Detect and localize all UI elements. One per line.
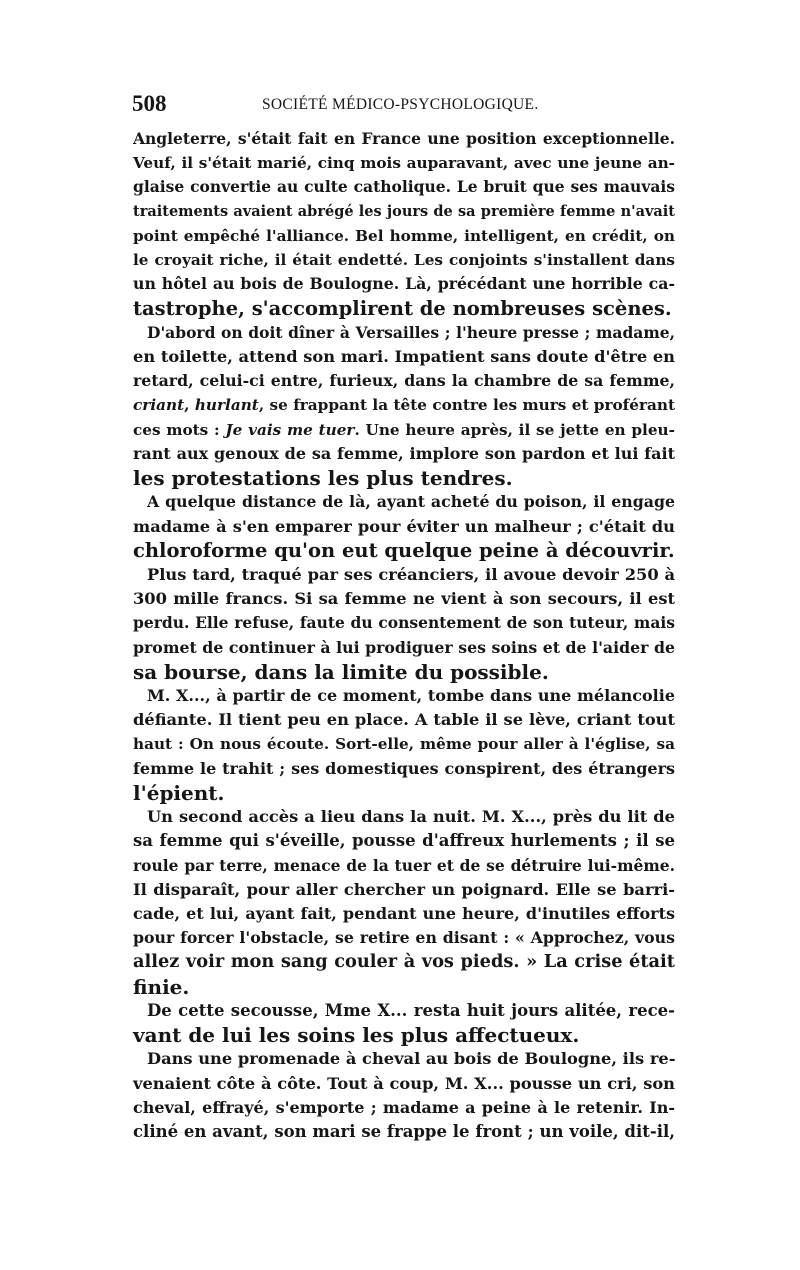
text-line: en toilette, attend son mari. Impatient sans doute d'être en xyxy=(133,346,675,366)
text-line: tastrophe, s'accomplirent de nombreuses scènes. xyxy=(133,296,672,320)
running-head: SOCIÉTÉ MÉDICO-PSYCHOLOGIQUE. xyxy=(262,96,539,113)
page-number: 508 xyxy=(132,91,167,116)
text-line: glaise convertie au culte catholique. Le bruit que ses mauvais xyxy=(133,177,675,197)
text-line: Veuf, il s'était marié, cinq mois auparavant, avec une jeune an- xyxy=(133,154,675,173)
text-line: défiante. Il tient peu en place. A table il se lève, criant tout xyxy=(133,710,675,730)
text-line: point empêché l'alliance. Bel homme, intelligent, en crédit, on xyxy=(133,226,675,245)
text-line: pour forcer l'obstacle, se retire en disant : « Approchez, vous xyxy=(133,928,675,948)
text-line: l'épient. xyxy=(133,780,225,805)
text-line: perdu. Elle refuse, faute du consentement de son tuteur, mais xyxy=(133,613,675,633)
text-line: A quelque distance de là, ayant acheté du poison, il engage xyxy=(147,492,675,512)
text-line: M. X..., à partir de ce moment, tombe dans une mélancolie xyxy=(147,686,675,706)
text-line: rant aux genoux de sa femme, implore son pardon et lui fait xyxy=(133,443,675,463)
text-line: Plus tard, traqué par ses créanciers, il avoue devoir 250 à xyxy=(147,564,675,584)
text-line: cliné en avant, son mari se frappe le front ; un voile, dit-il, xyxy=(133,1121,675,1141)
page-header xyxy=(132,91,672,117)
text-line: roule par terre, menace de la tuer et de se détruire lui-même. xyxy=(133,855,675,875)
text-line: promet de continuer à lui prodiguer ses soins et de l'aider de xyxy=(133,637,675,657)
text-line: chloroforme qu'on eut quelque peine à découvrir. xyxy=(133,538,675,562)
text-line: De cette secousse, Mme X... resta huit jours alitée, rece- xyxy=(147,1000,675,1020)
text-line: haut : On nous écoute. Sort-elle, même pour aller à l'église, sa xyxy=(133,735,675,754)
italic-text: criant xyxy=(133,396,185,415)
text-line: sa femme qui s'éveille, pousse d'affreux hurlements ; il se xyxy=(133,831,675,851)
italic-text: hurlant xyxy=(194,396,259,415)
text-line: criant, hurlant, se frappant la tête contre les murs et proférant xyxy=(133,396,675,415)
text-line: traitements avaient abrégé les jours de sa première femme n'avait xyxy=(133,202,675,220)
body-text xyxy=(133,127,675,1144)
text-line: le croyait riche, il était endetté. Les conjoints s'installent dans xyxy=(133,251,675,270)
text-line: allez voir mon sang couler à vos pieds. » La crise était xyxy=(133,951,675,973)
text-line: Dans une promenade à cheval au bois de Boulogne, ils re- xyxy=(147,1049,676,1069)
text-line: cheval, effrayé, s'emporte ; madame a peine à le retenir. In- xyxy=(133,1097,675,1117)
text-line: les protestations les plus tendres. xyxy=(133,466,513,491)
text-line: madame à s'en emparer pour éviter un malheur ; c'était du xyxy=(133,516,675,536)
text-line: ces mots : Je vais me tuer. Une heure après, il se jette en pleu- xyxy=(133,420,675,439)
text-line: D'abord on doit dîner à Versailles ; l'heure presse ; madame, xyxy=(147,322,675,342)
text-line: vant de lui les soins les plus affectueux. xyxy=(133,1023,580,1048)
text-line: venaient côte à côte. Tout à coup, M. X... pousse un cri, son xyxy=(133,1073,675,1093)
text-line: Angleterre, s'était fait en France une position exceptionnelle. xyxy=(133,129,675,148)
text-line: Il disparaît, pour aller chercher un poignard. Elle se barri- xyxy=(133,879,675,899)
italic-text: Je vais me tuer xyxy=(225,420,355,439)
text-line: cade, et lui, ayant fait, pendant une heure, d'inutiles efforts xyxy=(133,904,675,923)
text-line: un hôtel au bois de Boulogne. Là, précédant une horrible ca- xyxy=(133,274,675,294)
text-line: 300 mille francs. Si sa femme ne vient à son secours, il est xyxy=(133,589,675,609)
text-line: sa bourse, dans la limite du possible. xyxy=(133,659,549,684)
text-line: retard, celui-ci entre, furieux, dans la chambre de sa femme, xyxy=(133,371,675,391)
text-line: Un second accès a lieu dans la nuit. M. X..., près du lit de xyxy=(147,807,675,827)
text-line: finie. xyxy=(133,974,190,999)
text-line: femme le trahit ; ses domestiques conspirent, des étrangers xyxy=(133,758,675,778)
